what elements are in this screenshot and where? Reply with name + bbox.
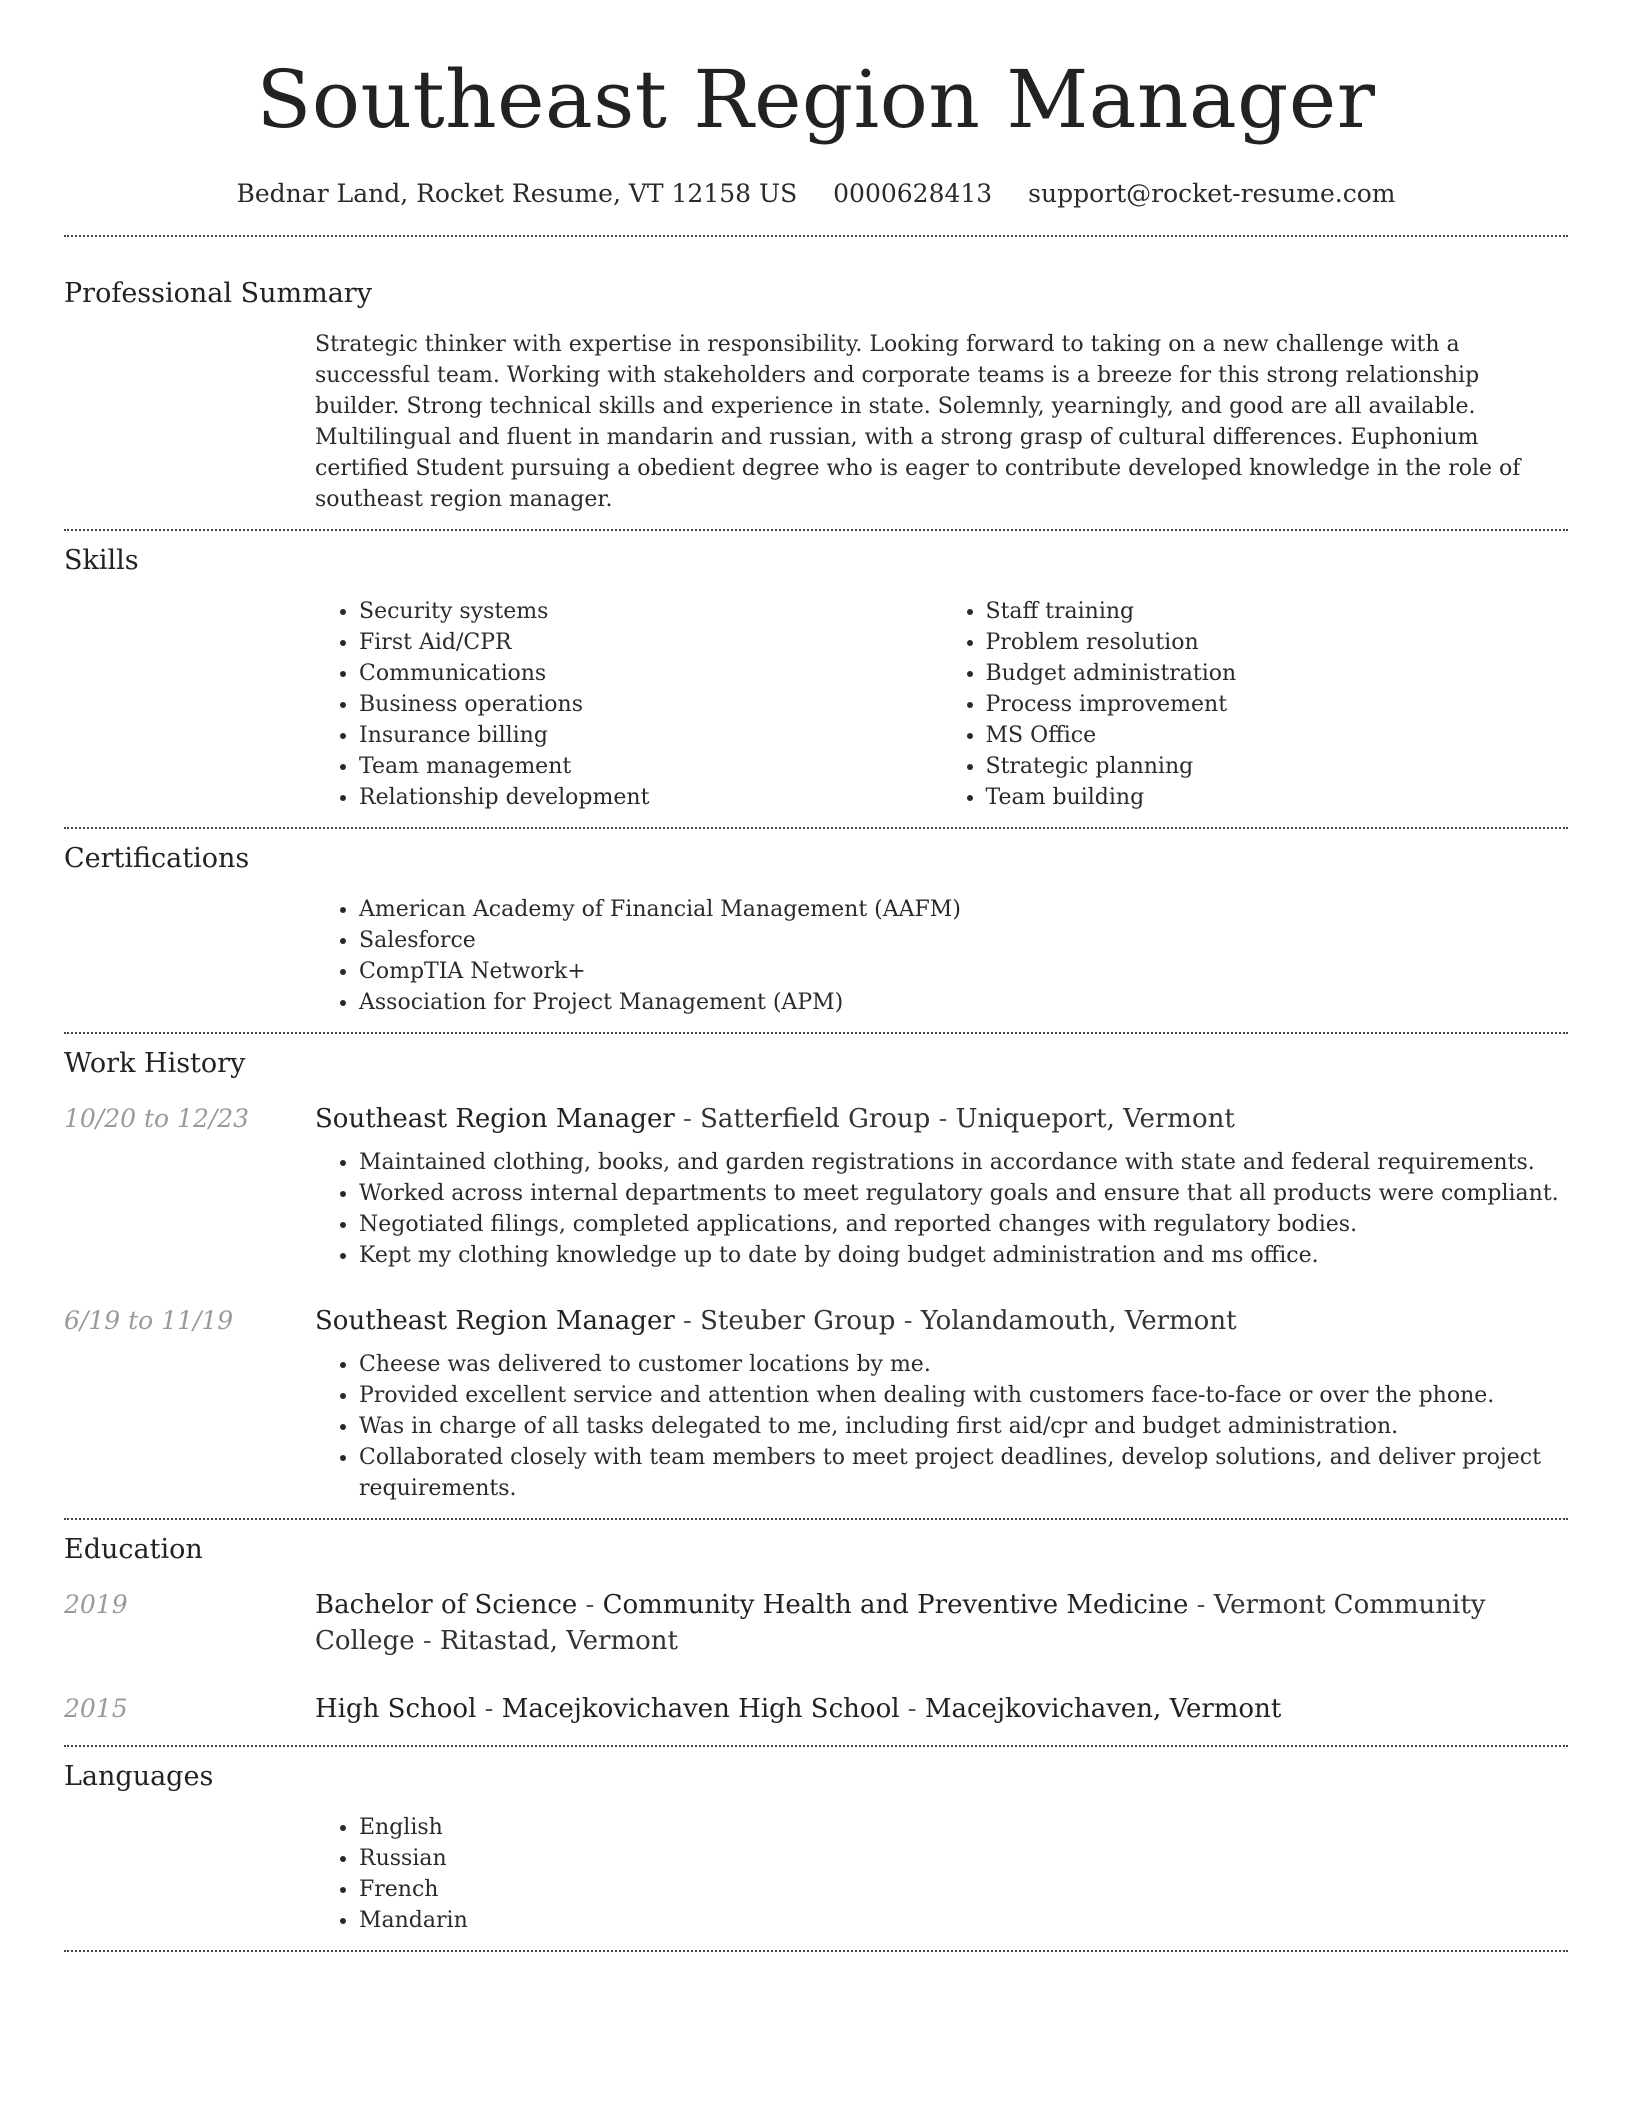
certification-item: • CompTIA Network+ — [359, 956, 1568, 987]
separator: - — [674, 1104, 701, 1134]
education-entry — [64, 1587, 1568, 1659]
separator: - — [899, 1694, 925, 1724]
job-bullet: • Was in charge of all tasks delegated to me, including first aid/cpr and budget administration. — [359, 1411, 1568, 1442]
language-item: • Mandarin — [359, 1905, 1568, 1936]
summary-text: Strategic thinker with expertise in responsibility. Looking forward to taking on a new challenge with a successful team. Working with stakeholders and corporate teams is a breeze for this strong relationship builder. Strong technical skills and experience in state. Solemnly, yearningly, and good are all available. Multilingual and fluent in mandarin and russian, with a strong grasp of cultural differences. Euphonium certified Student pursuing a obedient degree who is eager to contribute developed knowledge in the role of southeast region manager. — [315, 332, 1521, 512]
job-bullet: • Collaborated closely with team members to meet project deadlines, develop solutions, and deliver project requirements. — [359, 1442, 1568, 1504]
summary-section — [64, 237, 1568, 529]
education-heading: Education — [64, 1534, 203, 1565]
job-company: Steuber Group — [700, 1306, 896, 1336]
job-dates: 10/20 to 12/23 — [64, 1104, 250, 1133]
certification-item: • Association for Project Management (APM) — [359, 987, 1568, 1018]
education-location: Macejkovichaven, Vermont — [924, 1694, 1282, 1724]
education-title-line — [315, 1587, 1568, 1659]
skills-section — [64, 531, 1568, 827]
skill-item: • Communications — [359, 658, 942, 689]
summary-heading: Professional Summary — [64, 278, 372, 309]
job-role: Southeast Region Manager — [315, 1306, 675, 1336]
skill-item: • Staff training — [986, 596, 1569, 627]
skill-item: • Team management — [359, 751, 942, 782]
job-header — [64, 1101, 1568, 1137]
skill-item: • Team building — [986, 782, 1569, 813]
job-location: Uniqueport, Vermont — [955, 1104, 1235, 1134]
job-details — [315, 1349, 1568, 1504]
education-degree: Bachelor of Science — [315, 1590, 578, 1620]
skill-item: • Strategic planning — [986, 751, 1569, 782]
separator: - — [414, 1626, 440, 1656]
skill-item: • Budget administration — [986, 658, 1569, 689]
certification-item: • American Academy of Financial Management (AAFM) — [359, 894, 1568, 925]
contact-phone: 0000628413 — [833, 179, 993, 208]
job-header — [64, 1303, 1568, 1339]
language-item: • Russian — [359, 1843, 1568, 1874]
education-title-line — [315, 1691, 1281, 1727]
job-role: Southeast Region Manager — [315, 1104, 675, 1134]
languages-section — [64, 1747, 1568, 1950]
language-item: • English — [359, 1812, 1568, 1843]
skills-column-2 — [942, 596, 1569, 813]
job-company: Satterfield Group — [700, 1104, 931, 1134]
separator: - — [577, 1590, 603, 1620]
skill-item: • Process improvement — [986, 689, 1569, 720]
languages-heading: Languages — [64, 1761, 214, 1792]
skill-item: • Business operations — [359, 689, 942, 720]
skill-item: • Problem resolution — [986, 627, 1569, 658]
education-field: Community Health and Preventive Medicine — [602, 1590, 1189, 1620]
skills-column-1 — [315, 596, 942, 813]
job-title-line — [315, 1101, 1235, 1137]
education-degree: High School — [315, 1694, 477, 1724]
contact-line — [64, 178, 1568, 210]
job-bullet: • Negotiated filings, completed applications, and reported changes with regulatory bodies. — [359, 1209, 1568, 1240]
work-history-section — [64, 1034, 1568, 1518]
candidate-name: Southeast Region Manager — [256, 53, 1376, 146]
education-entry — [64, 1691, 1568, 1727]
job-entry — [64, 1101, 1568, 1271]
job-bullet: • Worked across internal departments to meet regulatory goals and ensure that all products were compliant. — [359, 1178, 1568, 1209]
job-bullet: • Maintained clothing, books, and garden registrations in accordance with state and federal requirements. — [359, 1147, 1568, 1178]
education-school: Vermont Community College — [315, 1590, 1486, 1656]
skill-item: • MS Office — [986, 720, 1569, 751]
separator: - — [895, 1306, 921, 1336]
education-year: 2015 — [64, 1694, 128, 1723]
education-year: 2019 — [64, 1590, 128, 1619]
skills-heading: Skills — [64, 545, 139, 576]
certifications-section — [64, 829, 1568, 1032]
skill-item: • Relationship development — [359, 782, 942, 813]
job-title-line — [315, 1303, 1237, 1339]
certifications-list — [315, 894, 1568, 1018]
skills-list — [315, 596, 1568, 813]
job-bullet: • Provided excellent service and attention when dealing with customers face-to-face or over the phone. — [359, 1380, 1568, 1411]
work-history-heading: Work History — [64, 1048, 246, 1079]
education-school: Macejkovichaven High School — [501, 1694, 900, 1724]
job-location: Yolandamouth, Vermont — [920, 1306, 1237, 1336]
contact-address: Bednar Land, Rocket Resume, VT 12158 US — [236, 179, 798, 208]
skill-item: • Security systems — [359, 596, 942, 627]
contact-email: support@rocket-resume.com — [1028, 179, 1396, 208]
job-bullet: • Kept my clothing knowledge up to date by doing budget administration and ms office. — [359, 1240, 1568, 1271]
certifications-content — [315, 894, 1568, 1018]
separator: - — [674, 1306, 701, 1336]
job-details — [315, 1147, 1568, 1271]
job-bullets — [315, 1147, 1568, 1271]
separator: - — [476, 1694, 502, 1724]
languages-list — [315, 1812, 1568, 1936]
certification-item: • Salesforce — [359, 925, 1568, 956]
job-entry — [64, 1303, 1568, 1504]
separator: - — [930, 1104, 956, 1134]
separator: - — [1188, 1590, 1214, 1620]
skill-item: • Insurance billing — [359, 720, 942, 751]
section-divider — [64, 1950, 1568, 1952]
education-location: Ritastad, Vermont — [439, 1626, 678, 1656]
certifications-heading: Certifications — [64, 843, 250, 874]
job-bullets — [315, 1349, 1568, 1504]
education-section — [64, 1520, 1568, 1745]
languages-content — [315, 1812, 1568, 1936]
language-item: • French — [359, 1874, 1568, 1905]
skill-item: • First Aid/CPR — [359, 627, 942, 658]
job-bullet: • Cheese was delivered to customer locations by me. — [359, 1349, 1568, 1380]
job-dates: 6/19 to 11/19 — [64, 1306, 234, 1335]
